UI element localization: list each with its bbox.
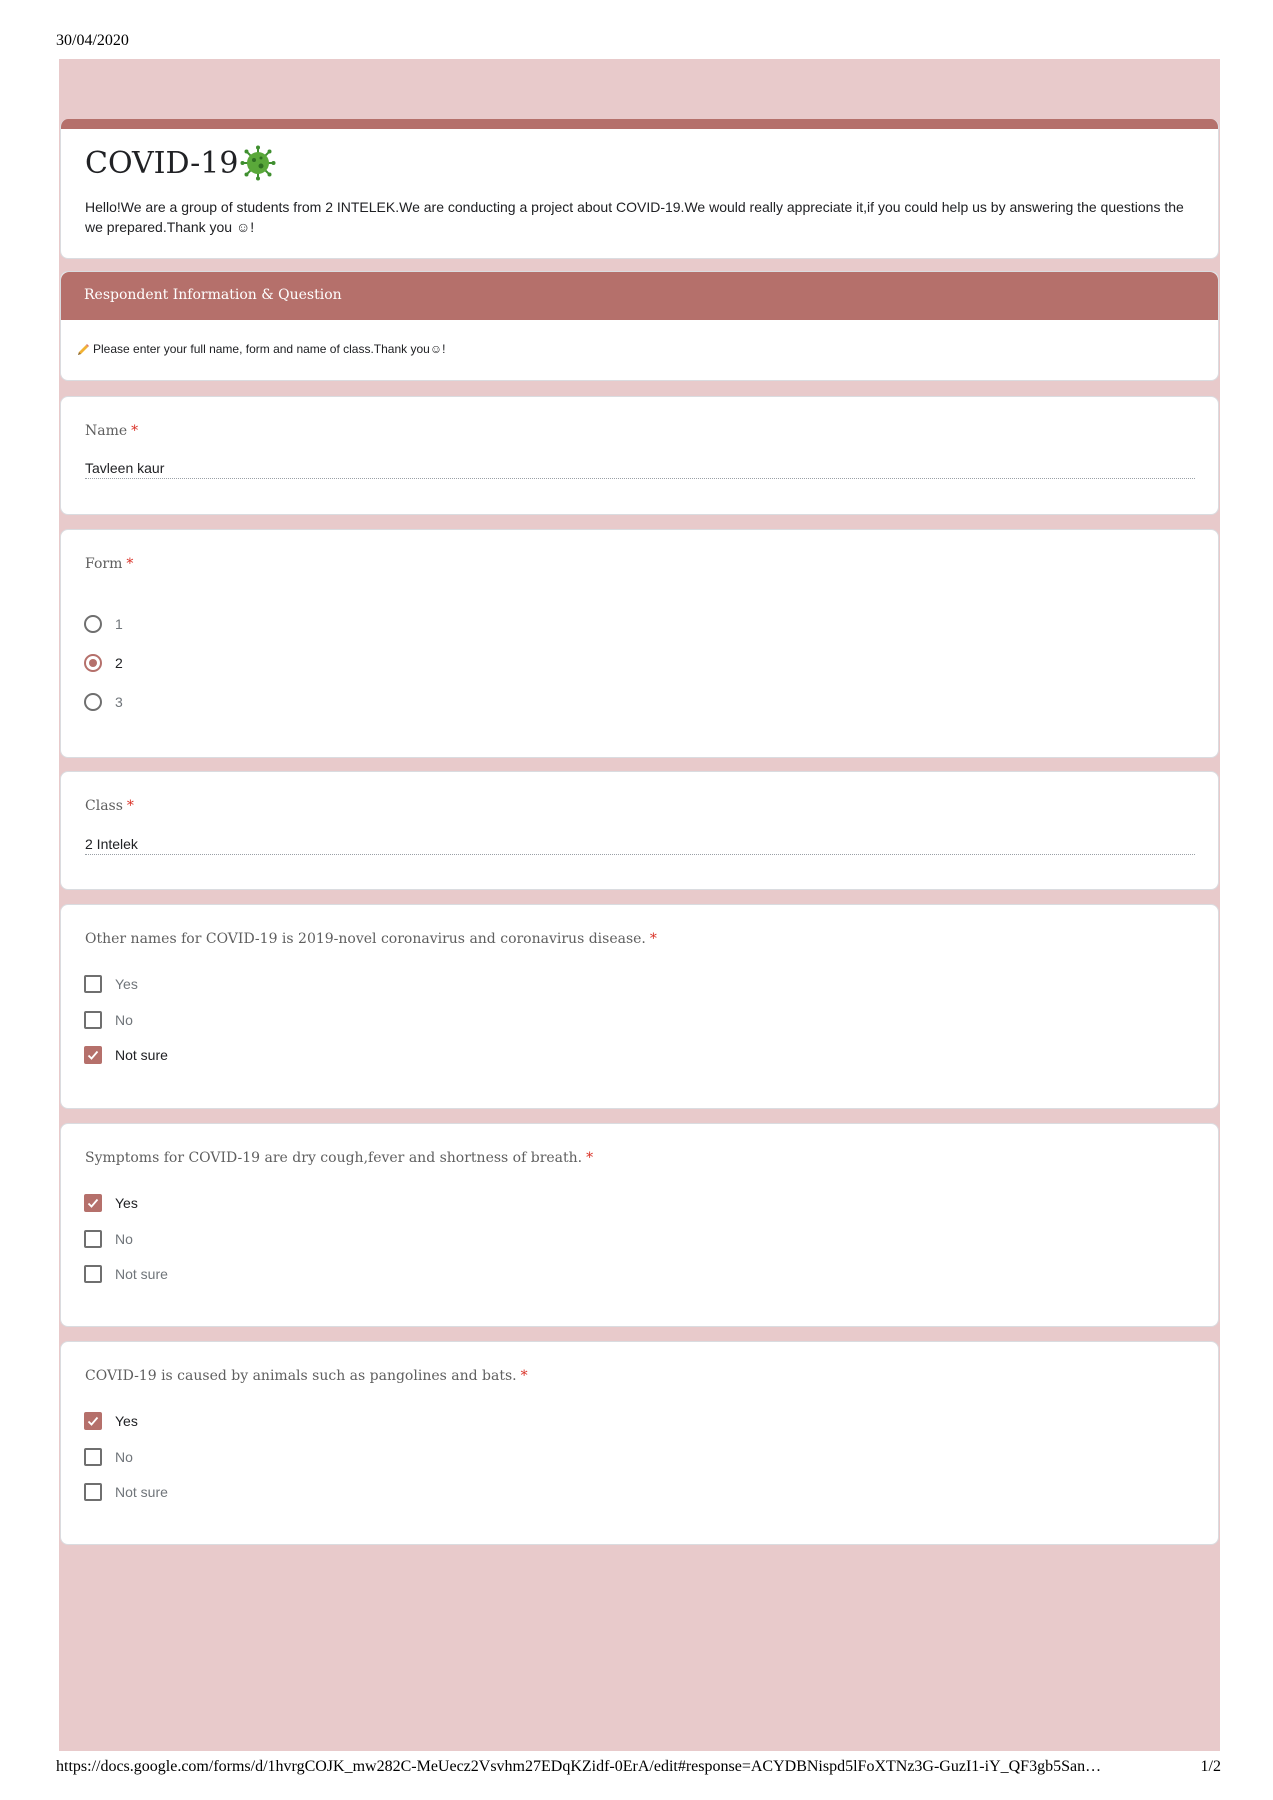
checkbox-checked[interactable]	[84, 1194, 102, 1212]
q3-option-not-sure[interactable]	[84, 1483, 168, 1501]
virus-icon	[240, 145, 276, 181]
option-label: Not sure	[115, 1266, 168, 1282]
q2-option-yes[interactable]	[84, 1194, 138, 1212]
option-label: 1	[115, 616, 123, 632]
option-label: 3	[115, 694, 123, 710]
form-option-2[interactable]	[84, 654, 123, 672]
checkbox[interactable]	[84, 1448, 102, 1466]
required-asterisk: *	[586, 1150, 594, 1166]
form-option-3[interactable]	[84, 693, 123, 711]
print-date: 30/04/2020	[56, 32, 129, 49]
checkbox[interactable]	[84, 1265, 102, 1283]
form-description: Hello!We are a group of students from 2 INTELEK.We are conducting a project about COVID-19.We would really appreciate it,if you could help us by answering the questions the we prepared.Thank you ☺!	[85, 199, 1184, 235]
pencil-icon	[77, 343, 90, 356]
q1-option-yes[interactable]	[84, 975, 138, 993]
question-title-q3	[85, 1368, 528, 1384]
option-label: 2	[115, 655, 123, 671]
q2-option-no[interactable]	[84, 1230, 133, 1248]
question-card-q3	[60, 1341, 1219, 1545]
name-answer-field[interactable]: Tavleen kaur	[85, 460, 1195, 479]
question-title-text: Form	[85, 556, 123, 572]
option-label: Yes	[115, 976, 138, 992]
question-title-text: Symptoms for COVID-19 are dry cough,fever and shortness of breath.	[85, 1150, 583, 1166]
question-card-name	[60, 396, 1219, 515]
required-asterisk: *	[649, 931, 657, 947]
checkmark-icon	[86, 1196, 100, 1210]
q2-option-not-sure[interactable]	[84, 1265, 168, 1283]
checkmark-icon	[86, 1048, 100, 1062]
question-card-form	[60, 529, 1219, 758]
radio-button-selected[interactable]	[84, 654, 102, 672]
checkbox[interactable]	[84, 1230, 102, 1248]
required-asterisk: *	[131, 423, 139, 439]
checkbox-checked[interactable]	[84, 1412, 102, 1430]
option-label: No	[115, 1012, 133, 1028]
print-page-number: 1/2	[1200, 1758, 1221, 1775]
section-description	[77, 342, 445, 356]
question-title-text: COVID-19 is caused by animals such as pangolines and bats.	[85, 1368, 517, 1384]
question-title-form	[85, 556, 133, 572]
required-asterisk: *	[520, 1368, 528, 1384]
question-card-class	[60, 771, 1219, 890]
q3-option-yes[interactable]	[84, 1412, 138, 1430]
q3-option-no[interactable]	[84, 1448, 133, 1466]
option-label: Yes	[115, 1195, 138, 1211]
q1-option-not-sure[interactable]	[84, 1046, 168, 1064]
q1-option-no[interactable]	[84, 1011, 133, 1029]
question-title-text: Class	[85, 798, 123, 814]
option-label: No	[115, 1449, 133, 1465]
section-header	[61, 272, 1218, 320]
option-label: Not sure	[115, 1047, 168, 1063]
header-accent-bar	[61, 119, 1218, 129]
question-title-text: Other names for COVID-19 is 2019-novel coronavirus and coronavirus disease.	[85, 931, 646, 947]
question-title-text: Name	[85, 423, 128, 439]
radio-button[interactable]	[84, 693, 102, 711]
checkbox[interactable]	[84, 1483, 102, 1501]
print-footer-url: https://docs.google.com/forms/d/1hvrgCOJK_mw282C-MeUecz2Vsvhm27EDqKZidf-0ErA/edit#response=ACYDBNispd5lFoXTNz3G-GuzI1-iY_QF3gb5San…	[56, 1758, 1102, 1775]
required-asterisk: *	[126, 798, 134, 814]
option-label: No	[115, 1231, 133, 1247]
form-title	[85, 145, 276, 181]
class-answer-field[interactable]: 2 Intelek	[85, 836, 1195, 855]
checkmark-icon	[86, 1414, 100, 1428]
section-title: Respondent Information & Question	[84, 287, 342, 303]
form-option-1[interactable]	[84, 615, 123, 633]
checkbox[interactable]	[84, 1011, 102, 1029]
radio-button[interactable]	[84, 615, 102, 633]
option-label: Not sure	[115, 1484, 168, 1500]
question-card-q2	[60, 1123, 1219, 1327]
checkbox-checked[interactable]	[84, 1046, 102, 1064]
question-title-class	[85, 798, 134, 814]
checkbox[interactable]	[84, 975, 102, 993]
form-title-text: COVID-19	[85, 145, 239, 181]
question-title-q1	[85, 931, 657, 947]
required-asterisk: *	[126, 556, 134, 572]
section-description-text: Please enter your full name, form and name of class.Thank you☺!	[93, 342, 446, 356]
question-title-name	[85, 423, 138, 439]
section-card	[60, 271, 1219, 381]
question-title-q2	[85, 1150, 593, 1166]
question-card-q1	[60, 904, 1219, 1109]
form-header-card	[60, 119, 1219, 259]
option-label: Yes	[115, 1413, 138, 1429]
